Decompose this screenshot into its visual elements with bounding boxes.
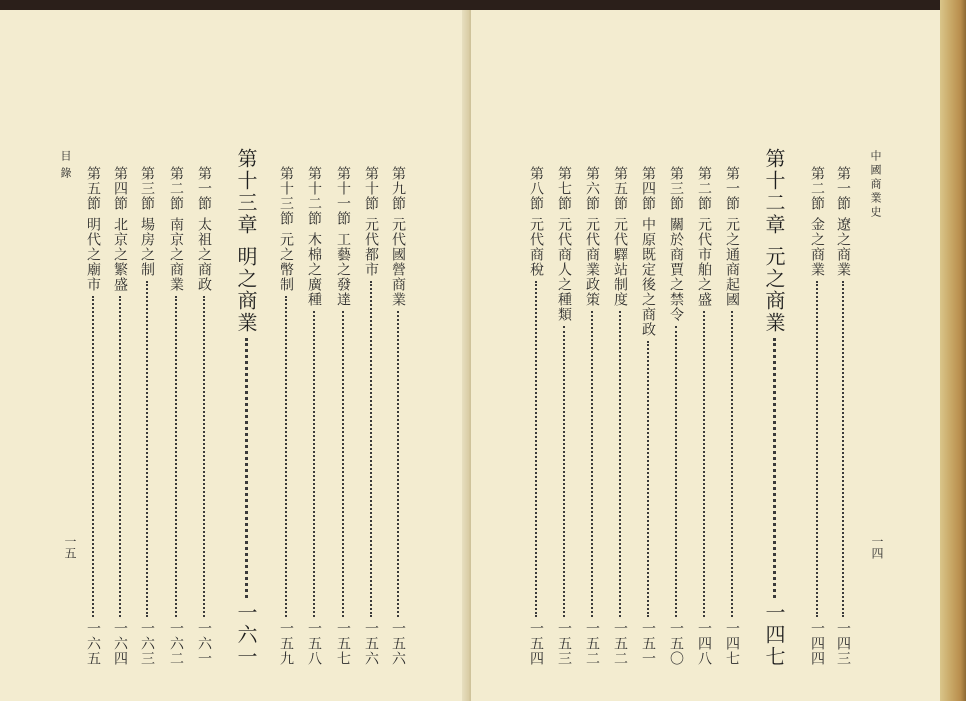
toc-entry-title: 太祖之商政 [196, 217, 212, 292]
toc-entry-page: 一五九 [278, 621, 294, 666]
toc-section-entry [140, 166, 154, 666]
toc-entry-title: 元之通商起國 [724, 217, 740, 307]
toc-entry-page: 一四七 [724, 621, 740, 666]
toc-section-entry [641, 166, 655, 666]
toc-chapter-entry [764, 148, 784, 668]
toc-entry-title: 元代驛站制度 [612, 217, 628, 307]
toc-entry-title: 關於商賈之禁令 [668, 217, 684, 322]
toc-entry-title: 工藝之發達 [335, 232, 351, 307]
toc-section-entry [307, 166, 321, 666]
toc-chapter-entry [236, 148, 256, 668]
toc-leader-dots [647, 341, 649, 617]
toc-entry-label: 第十節 [363, 166, 379, 211]
toc-entry-label: 第一節 [835, 166, 851, 211]
toc-section-entry [279, 166, 293, 666]
toc-entry-page: 一四四 [809, 621, 825, 666]
toc-entry-title: 元代都市 [363, 217, 379, 277]
toc-entry-title: 元代商人之種類 [556, 217, 572, 322]
toc-entry-page: 一五一 [640, 621, 656, 666]
left-header-text: 目錄 [59, 150, 72, 184]
toc-section-entry [697, 166, 711, 666]
toc-entry-title: 中原既定後之商政 [640, 217, 656, 337]
toc-leader-dots [816, 281, 818, 617]
toc-leader-dots [397, 311, 399, 617]
right-running-header [867, 150, 883, 220]
toc-section-entry [197, 166, 211, 666]
toc-entry-page: 一五二 [612, 621, 628, 666]
left-page [0, 10, 469, 701]
toc-leader-dots [146, 281, 148, 617]
toc-leader-dots [92, 296, 94, 617]
toc-entry-label: 第六節 [584, 166, 600, 211]
toc-entry-title: 遼之商業 [835, 217, 851, 277]
toc-entry-page: 一五四 [528, 621, 544, 666]
toc-leader-dots [675, 326, 677, 617]
toc-entry-title: 金之商業 [809, 217, 825, 277]
toc-section-entry [391, 166, 405, 666]
toc-entry-label: 第十二節 [306, 166, 322, 226]
toc-leader-dots [563, 326, 565, 617]
toc-section-entry [529, 166, 543, 666]
toc-section-entry [836, 166, 850, 666]
toc-leader-dots [285, 296, 287, 617]
toc-leader-dots [203, 296, 205, 617]
toc-entry-title: 木棉之廣種 [306, 232, 322, 307]
toc-entry-page: 一五六 [390, 621, 406, 666]
right-folio: 一四 [870, 535, 884, 559]
toc-section-entry [613, 166, 627, 666]
toc-entry-title: 元代商稅 [528, 217, 544, 277]
toc-entry-label: 第五節 [85, 166, 101, 211]
toc-entry-page: 一四八 [696, 621, 712, 666]
toc-entry-title: 元之商業 [762, 246, 786, 334]
toc-leader-dots [731, 311, 733, 617]
toc-section-entry [557, 166, 571, 666]
toc-entry-page: 一六一 [196, 621, 212, 666]
toc-entry-label: 第二節 [696, 166, 712, 211]
left-folio: 一五 [63, 535, 77, 559]
toc-entry-title: 元代商業政策 [584, 217, 600, 307]
toc-entry-label: 第十二章 [762, 148, 786, 236]
toc-entry-label: 第九節 [390, 166, 406, 211]
toc-section-entry [810, 166, 824, 666]
toc-entry-page: 一五二 [584, 621, 600, 666]
toc-entry-page: 一五八 [306, 621, 322, 666]
toc-entry-label: 第四節 [640, 166, 656, 211]
toc-leader-dots [370, 281, 372, 617]
toc-entry-page: 一六四 [112, 621, 128, 666]
toc-entry-label: 第十三節 [278, 166, 294, 226]
toc-entry-title: 明之商業 [234, 246, 258, 334]
toc-leader-dots [175, 296, 177, 617]
toc-entry-page: 一六五 [85, 621, 101, 666]
toc-entry-label: 第三節 [668, 166, 684, 211]
toc-entry-title: 元代國營商業 [390, 217, 406, 307]
toc-section-entry [169, 166, 183, 666]
toc-section-entry [585, 166, 599, 666]
right-page [470, 10, 941, 701]
toc-leader-dots [313, 311, 315, 617]
toc-entry-label: 第十一節 [335, 166, 351, 226]
toc-entry-page: 一六三 [139, 621, 155, 666]
toc-leader-dots [842, 281, 844, 617]
toc-section-entry [86, 166, 100, 666]
toc-entry-title: 場房之制 [139, 217, 155, 277]
toc-section-entry [669, 166, 683, 666]
toc-entry-label: 第二節 [168, 166, 184, 211]
toc-leader-dots [773, 338, 776, 598]
toc-entry-label: 第二節 [809, 166, 825, 211]
toc-entry-label: 第一節 [196, 166, 212, 211]
toc-entry-label: 第一節 [724, 166, 740, 211]
toc-leader-dots [535, 281, 537, 617]
toc-entry-page: 一五三 [556, 621, 572, 666]
toc-leader-dots [619, 311, 621, 617]
book-fore-edge [940, 0, 966, 701]
toc-entry-label: 第八節 [528, 166, 544, 211]
toc-entry-page: 一五六 [363, 621, 379, 666]
toc-leader-dots [703, 311, 705, 617]
toc-leader-dots [245, 338, 248, 598]
toc-entry-page: 一五七 [335, 621, 351, 666]
toc-entry-title: 元代市舶之盛 [696, 217, 712, 307]
toc-entry-label: 第五節 [612, 166, 628, 211]
toc-leader-dots [342, 311, 344, 617]
toc-entry-page: 一五〇 [668, 621, 684, 666]
left-running-header [57, 150, 73, 184]
toc-entry-title: 北京之繁盛 [112, 217, 128, 292]
right-header-text: 中國商業史 [869, 150, 882, 220]
toc-section-entry [336, 166, 350, 666]
toc-leader-dots [119, 296, 121, 617]
toc-entry-title: 元之幣制 [278, 232, 294, 292]
toc-entry-label: 第四節 [112, 166, 128, 211]
toc-section-entry [364, 166, 378, 666]
toc-entry-label: 第七節 [556, 166, 572, 211]
toc-section-entry [113, 166, 127, 666]
toc-entry-title: 明代之廟市 [85, 217, 101, 292]
toc-entry-page: 一六一 [234, 602, 258, 668]
toc-entry-page: 一六二 [168, 621, 184, 666]
toc-entry-page: 一四三 [835, 621, 851, 666]
toc-leader-dots [591, 311, 593, 617]
toc-entry-page: 一四七 [762, 602, 786, 668]
toc-entry-label: 第十三章 [234, 148, 258, 236]
toc-section-entry [725, 166, 739, 666]
toc-entry-label: 第三節 [139, 166, 155, 211]
toc-entry-title: 南京之商業 [168, 217, 184, 292]
